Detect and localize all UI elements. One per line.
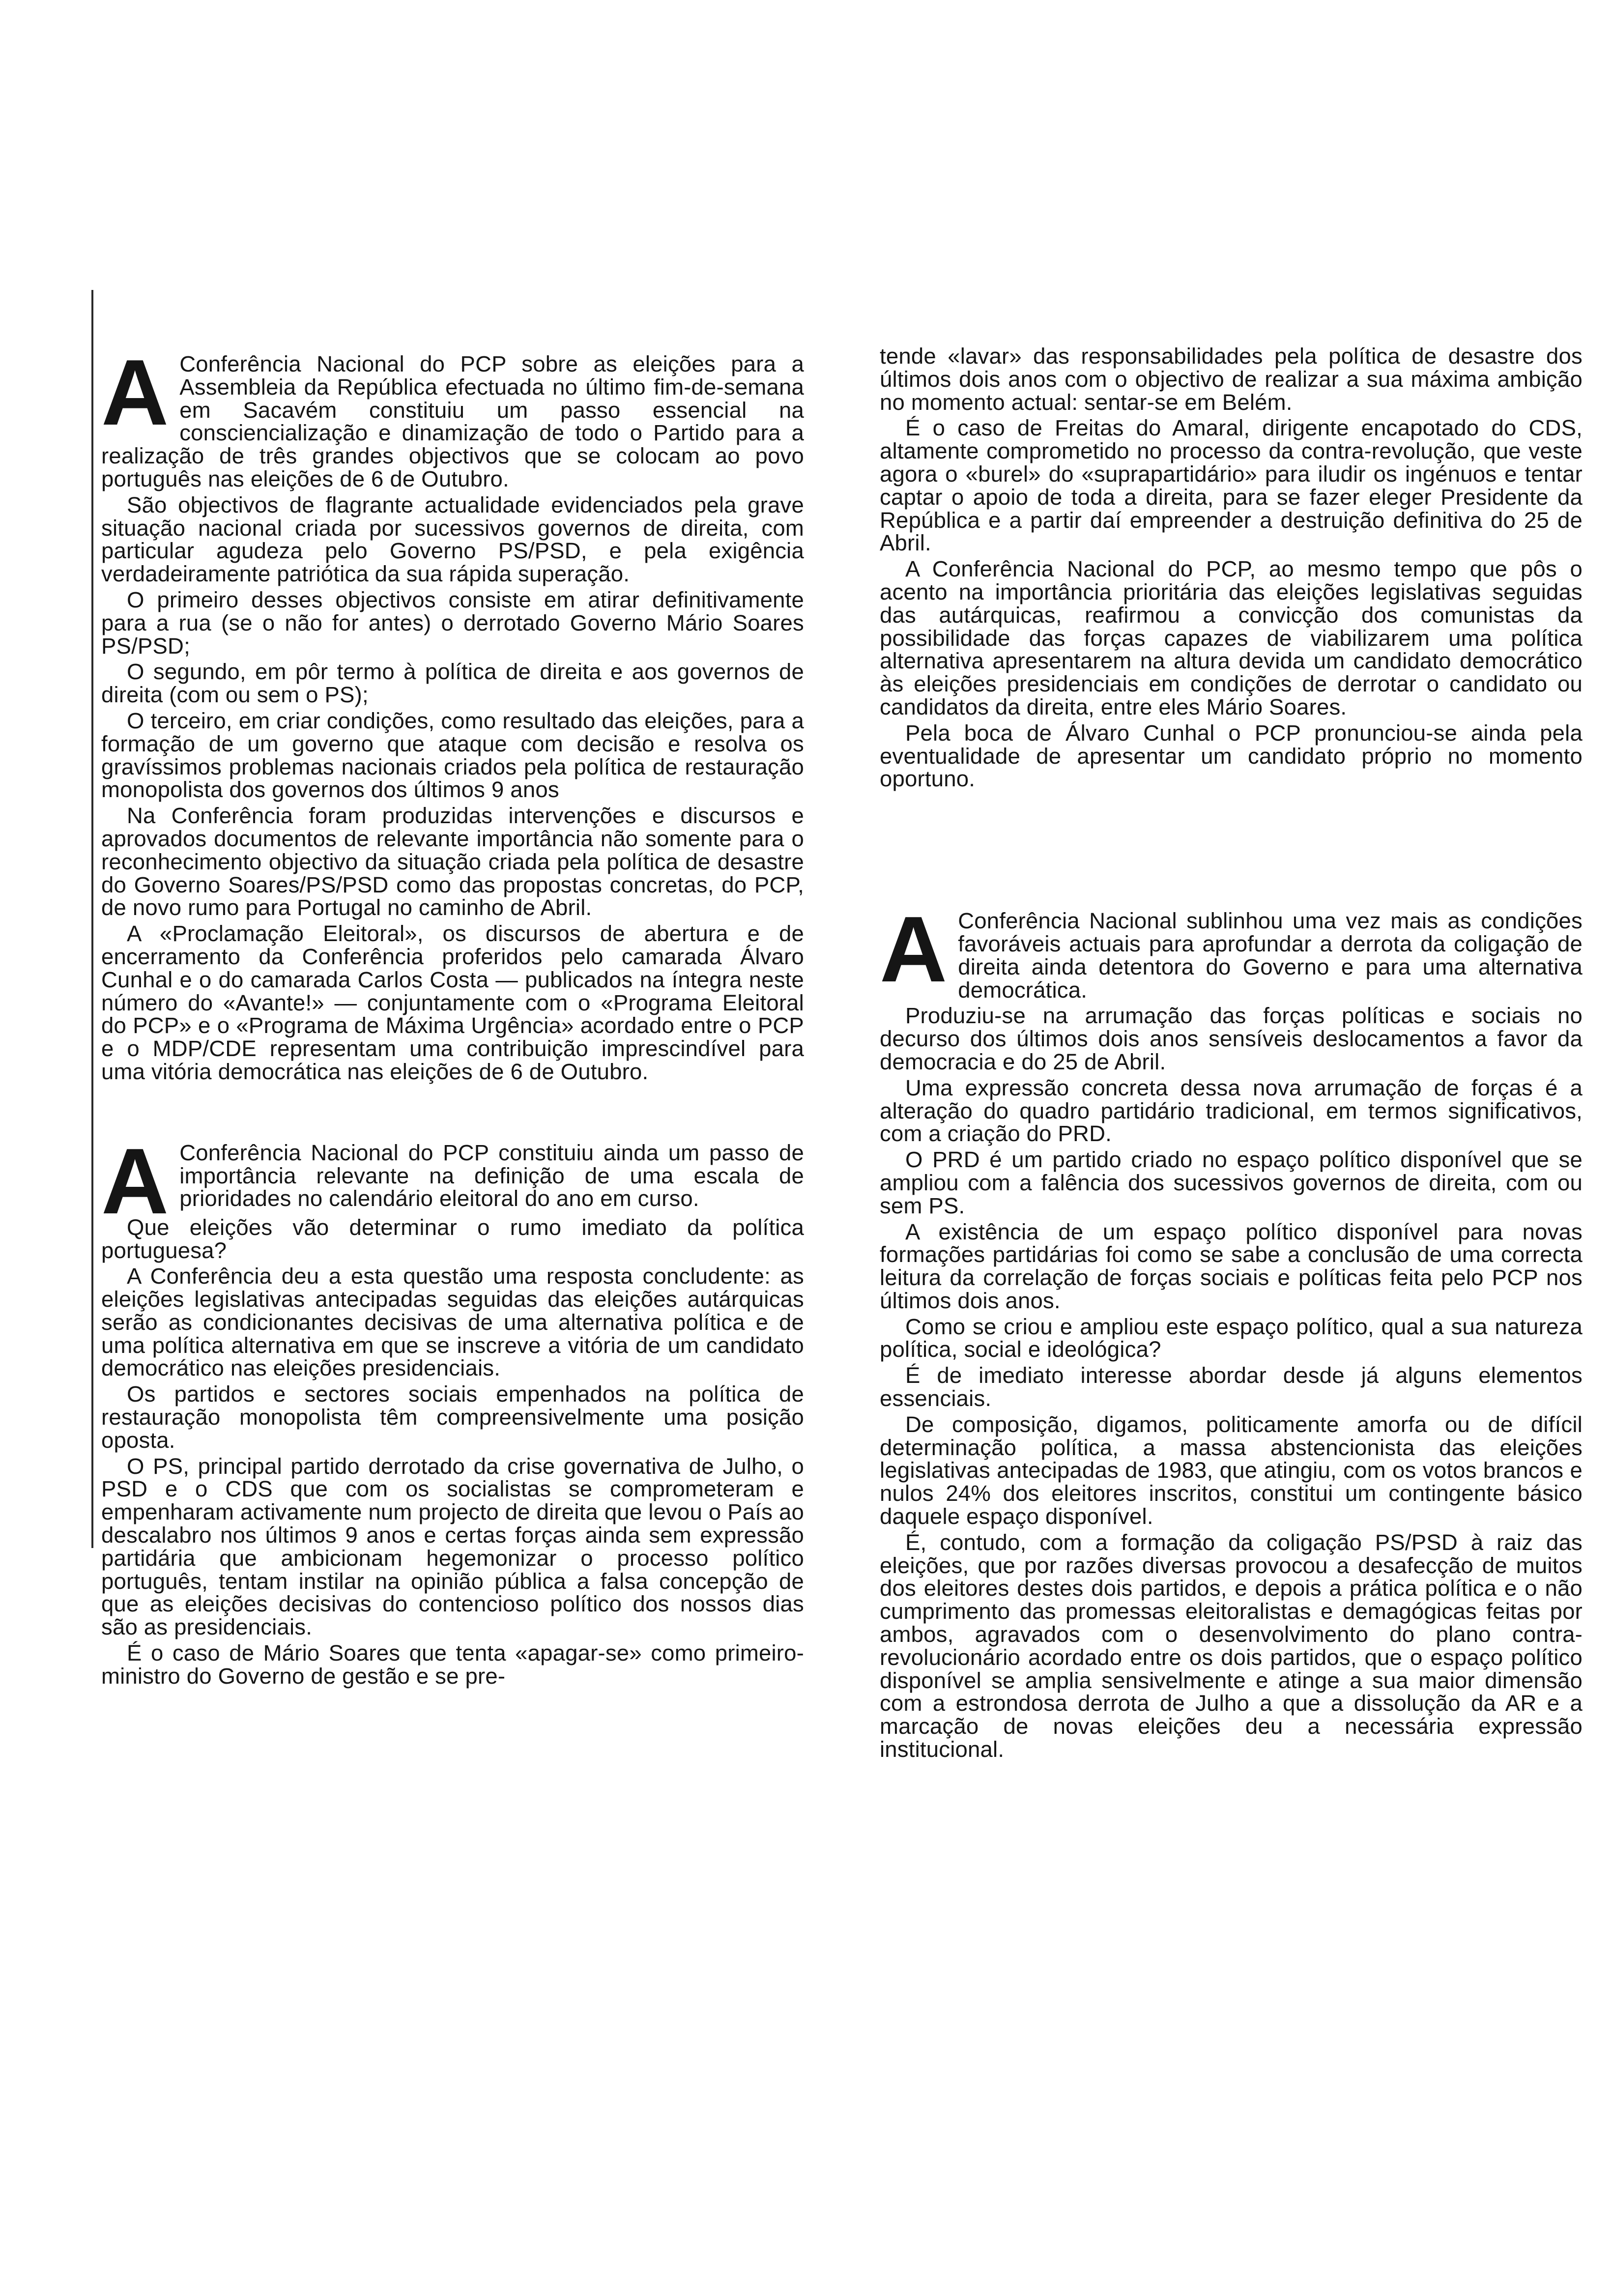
paragraph: De composição, digamos, politicamente amorfa ou de difícil determinação política, a massa abstencionista das eleições legislativas antecipadas de 1983, que atingiu, com os votos brancos e nulos 24% dos eleitores inscritos, constitui um contingente básico daquele espaço disponível.	[880, 1411, 1583, 1529]
paragraph: É o caso de Mário Soares que tenta «apagar-se» como primeiro-ministro do Governo de gestão e se pre-	[101, 1640, 804, 1689]
paragraph: Pela boca de Álvaro Cunhal o PCP pronunciou-se ainda pela eventualidade de apresentar um candidato próprio no momento oportuno.	[880, 720, 1583, 792]
drop-cap: A	[880, 910, 948, 1002]
paragraph: Que eleições vão determinar o rumo imediato da política portuguesa?	[101, 1214, 804, 1263]
section-lead	[101, 1142, 804, 1216]
paragraph: É de imediato interesse abordar desde já alguns elementos essenciais.	[880, 1363, 1583, 1411]
drop-cap: A	[101, 1141, 169, 1216]
paragraph: É o caso de Freitas do Amaral, dirigente encapotado do CDS, altamente comprometido no processo da contra-revolução, que veste agora o «burel» do «suprapartidário» para iludir os ingénuos e tentar captar o apoio de toda a direita, para se fazer eleger Presidente da República e a partir daí empreender a destruição definitiva do 25 de Abril.	[880, 415, 1583, 556]
paragraph: A Conferência deu a esta questão uma resposta concludente: as eleições legislativas antecipadas seguidas das eleições autárquicas serão as condicionantes decisivas de uma alternativa política e de uma política alternativa em que se inscreve a vitória de um candidato democrático nas eleições presidenciais.	[101, 1263, 804, 1381]
paragraph: O primeiro desses objectivos consiste em atirar definitivamente para a rua (se o não for antes) o derrotado Governo Mário Soares PS/PSD;	[101, 587, 804, 659]
lead-paragraph: Conferência Nacional do PCP sobre as eleições para a Assembleia da República efectuada no último fim-de-semana em Sacavém constituiu um passo essencial na consciencialização e dinamização de todo o Partido para a realização de três grandes objectivos que se colocam ao povo português nas eleições de 6 de Outubro.	[101, 353, 804, 491]
paragraph: É, contudo, com a formação da coligação PS/PSD à raiz das eleições, que por razões diversas provocou a desafecção de muitos dos eleitores destes dois partidos, e depois a prática política e o não cumprimento das promessas eleitoralistas e demagógicas feitas por ambos, agravados com o desenvolvimento do plano contra-revolucionário acordado entre os dois partidos, que o espaço político disponível se amplia sensivelmente e atinge a sua maior dimensão com a estrondosa derrota de Julho a que a dissolução da AR e a marcação de novas eleições deu a necessária expressão institucional.	[880, 1529, 1583, 1762]
section-gap	[880, 794, 1583, 910]
paragraph: São objectivos de flagrante actualidade evidenciados pela grave situação nacional criada por sucessivos governos de direita, com particular agudeza pelo Governo PS/PSD, e pela exigência verdadeiramente patriótica da sua rápida superação.	[101, 492, 804, 587]
left-margin-rule	[91, 290, 93, 1548]
paragraph: O PS, principal partido derrotado da crise governativa de Julho, o PSD e o CDS que com os socialistas se comprometeram e empenharam activamente num projecto de direita que levou o País ao descalabro nos últimos 9 anos e certas forças ainda sem expressão partidária que ambicionam hegemonizar o processo político português, tentam instilar na opinião pública a falsa concepção de que as eleições decisivas do contencioso político dos nossos dias são as presidenciais.	[101, 1453, 804, 1640]
left-column	[101, 353, 804, 1691]
section-lead	[101, 353, 804, 494]
lead-paragraph: Conferência Nacional sublinhou uma vez mais as condições favoráveis actuais para aprofundar a derrota da coligação de direita ainda detentora do Governo e para uma alternativa democrática.	[958, 910, 1583, 1003]
paragraph-continuation: tende «lavar» das responsabilidades pela política de desastre dos últimos dois anos com o objectivo de realizar a sua máxima ambição no momento actual: sentar-se em Belém.	[880, 344, 1583, 415]
right-column	[880, 345, 1583, 1764]
paragraph: A «Proclamação Eleitoral», os discursos de abertura e de encerramento da Conferência proferidos pelo camarada Álvaro Cunhal e o do camarada Carlos Costa — publicados na íntegra neste número do «Avante!» — conjuntamente com o «Programa Eleitoral do PCP» e o «Programa de Máxima Urgência» acordado entre o PCP e o MDP/CDE representam uma contribuição imprescindível para uma vitória democrática nas eleições de 6 de Outubro.	[101, 921, 804, 1084]
left-section-2	[101, 1142, 804, 1688]
paragraph: A Conferência Nacional do PCP, ao mesmo tempo que pôs o acento na importância prioritária das eleições legislativas seguidas das autárquicas, reafirmou a convicção dos comunistas da possibilidade das forças capazes de viabilizarem uma política alternativa apresentarem na altura devida um candidato democrático às eleições presidenciais em condições de derrotar o candidato ou candidatos da direita, entre eles Mário Soares.	[880, 556, 1583, 719]
paragraph: O PRD é um partido criado no espaço político disponível que se ampliou com a falência dos sucessivos governos de direita, com ou sem PS.	[880, 1147, 1583, 1218]
right-section-1	[880, 345, 1583, 791]
section-gap	[101, 1087, 804, 1142]
paragraph: Como se criou e ampliou este espaço político, qual a sua natureza política, social e ideológica?	[880, 1314, 1583, 1362]
paragraph: Produziu-se na arrumação das forças políticas e sociais no decurso dos últimos dois anos sensíveis deslocamentos a favor da democracia e do 25 de Abril.	[880, 1003, 1583, 1074]
lead-paragraph: Conferência Nacional do PCP constituiu ainda um passo de importância relevante na definição de uma escala de prioridades no calendário eleitoral do ano em curso.	[179, 1141, 804, 1211]
paragraph: Uma expressão concreta dessa nova arrumação de forças é a alteração do quadro partidário tradicional, em termos significativos, com a criação do PRD.	[880, 1075, 1583, 1147]
paragraph: O terceiro, em criar condições, como resultado das eleições, para a formação de um governo que ataque com decisão e resolva os gravíssimos problemas nacionais criados pela política de restauração monopolista dos governos dos últimos 9 anos	[101, 708, 804, 803]
left-section-1	[101, 353, 804, 1084]
paragraph: Os partidos e sectores sociais empenhados na política de restauração monopolista têm compreensivelmente uma posição oposta.	[101, 1381, 804, 1453]
paragraph: Na Conferência foram produzidas intervenções e discursos e aprovados documentos de relevante importância não somente para o reconhecimento objectivo da situação criada pela política de desastre do Governo Soares/PS/PSD como das propostas concretas, do PCP, de novo rumo para Portugal no caminho de Abril.	[101, 803, 804, 920]
section-lead	[880, 910, 1583, 1004]
drop-cap: A	[101, 353, 169, 445]
right-section-2	[880, 910, 1583, 1761]
paragraph: O segundo, em pôr termo à política de direita e aos governos de direita (com ou sem o PS);	[101, 659, 804, 708]
paragraph: A existência de um espaço político disponível para novas formações partidárias foi como se sabe a conclusão de uma correcta leitura da correlação de forças sociais e políticas feita pelo PCP nos últimos dois anos.	[880, 1219, 1583, 1313]
